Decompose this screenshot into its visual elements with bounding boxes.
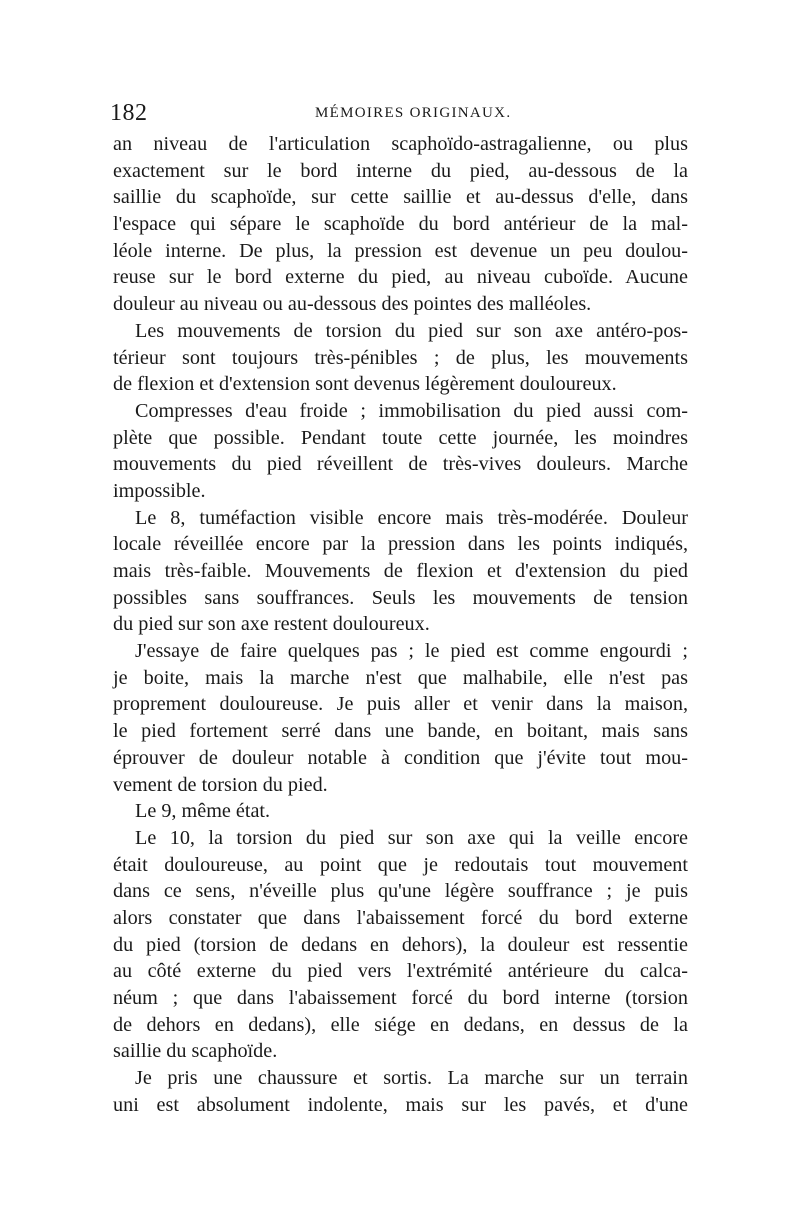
text-line: Le 9, même état. <box>135 800 271 823</box>
text-line: de flexion et d'extension sont devenus légèrement douloureux. <box>113 373 617 396</box>
text-line: vement de torsion du pied. <box>113 773 328 796</box>
text-line: Le 10, la torsion du pied sur son axe qui la veille encore <box>135 826 688 849</box>
text-line: locale réveillée encore par la pression dans les points indiqués, <box>113 533 688 556</box>
text-line: plète que possible. Pendant toute cette journée, les moindres <box>113 426 688 449</box>
running-title: MÉMOIRES ORIGINAUX. <box>315 105 512 121</box>
text-line: mais très-faible. Mouvements de flexion et d'extension du pied <box>113 560 688 582</box>
text-line: néum ; que dans l'abaissement forcé du bord interne (torsion <box>113 987 688 1009</box>
page-number: 182 <box>110 100 148 126</box>
text-line: uni est absolument indolente, mais sur les pavés, et d'une <box>113 1093 688 1116</box>
text-line: an niveau de l'articulation scaphoïdo-astragalienne, ou plus <box>113 133 688 155</box>
text-line: douleur au niveau ou au-dessous des pointes des malléoles. <box>113 293 592 316</box>
text-line: mouvements du pied réveillent de très-vives douleurs. Marche <box>113 453 688 476</box>
text-line: dans ce sens, n'éveille plus qu'une légère souffrance ; je puis <box>113 880 688 903</box>
text-line: était douloureuse, au point que je redoutais tout mouvement <box>113 853 688 876</box>
text-line: proprement douloureuse. Je puis aller et venir dans la maison, <box>113 693 688 716</box>
text-line: exactement sur le bord interne du pied, au-dessous de la <box>113 159 688 182</box>
text-line: alors constater que dans l'abaissement forcé du bord externe <box>113 906 688 929</box>
text-line: saillie du scaphoïde. <box>113 1040 278 1063</box>
text-line: térieur sont toujours très-pénibles ; de plus, les mouvements <box>113 346 688 369</box>
running-head <box>110 98 700 128</box>
text-line: je boite, mais la marche n'est que malhabile, elle n'est pas <box>113 666 688 689</box>
text-line: impossible. <box>113 479 206 502</box>
text-line: J'essaye de faire quelques pas ; le pied est comme engourdi ; <box>135 640 688 663</box>
text-line: saillie du scaphoïde, sur cette saillie et au-dessus d'elle, dans <box>113 186 688 209</box>
text-line: léole interne. De plus, la pression est devenue un peu doulou- <box>113 239 688 262</box>
text-line: Compresses d'eau froide ; immobilisation du pied aussi com- <box>135 399 688 422</box>
text-line: du pied (torsion de dedans en dehors), la douleur est ressentie <box>113 933 688 956</box>
text-line: au côté externe du pied vers l'extrémité antérieure du calca- <box>113 960 688 983</box>
text-line: éprouver de douleur notable à condition que j'évite tout mou- <box>113 746 688 769</box>
text-line: le pied fortement serré dans une bande, en boitant, mais sans <box>113 720 688 743</box>
text-line: Le 8, tuméfaction visible encore mais très-modérée. Douleur <box>135 506 688 529</box>
text-line: possibles sans souffrances. Seuls les mouvements de tension <box>113 586 688 609</box>
text-line: Je pris une chaussure et sortis. La marche sur un terrain <box>135 1067 688 1090</box>
text-line: de dehors en dedans), elle siége en dedans, en dessus de la <box>113 1013 688 1036</box>
text-line: l'espace qui sépare le scaphoïde du bord antérieur de la mal- <box>113 213 688 236</box>
body-text <box>113 131 688 1118</box>
text-line: Les mouvements de torsion du pied sur son axe antéro-pos- <box>135 319 688 342</box>
text-line: reuse sur le bord externe du pied, au niveau cuboïde. Aucune <box>113 266 688 289</box>
text-line: du pied sur son axe restent douloureux. <box>113 613 430 636</box>
